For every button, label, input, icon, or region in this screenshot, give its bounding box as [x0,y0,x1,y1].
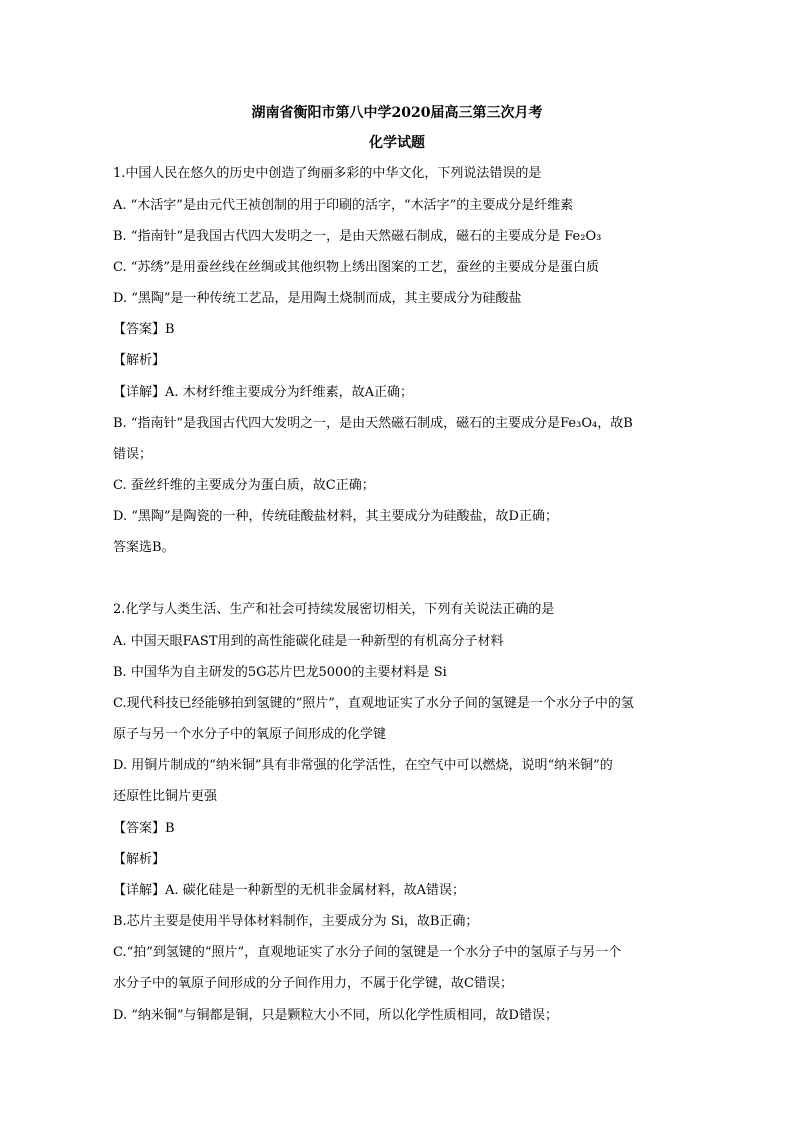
question-2-detail-c: C.“拍”到氢键的“照片”，直观地证实了水分子间的氢键是一个水分子中的氢原子与另一个 [113,945,622,960]
question-2-detail-b: B.芯片主要是使用半导体材料制作，主要成分为 Si，故B正确； [113,914,479,929]
question-1-option-d: D. “黑陶”是一种传统工艺品，是用陶土烧制而成，其主要成分为硅酸盐 [113,291,522,306]
question-2-option-d: D. 用铜片制成的“纳米铜”具有非常强的化学活性，在空气中可以燃烧，说明“纳米铜”的 [113,758,613,773]
question-1-analysis-heading: 【解析】 [113,353,166,368]
question-1-option-b: B. “指南针”是我国古代四大发明之一，是由天然磁石制成，磁石的主要成分是 Fe₂O₃ [113,229,602,244]
question-2-detail-c-cont: 水分子中的氧原子间形成的分子间作用力，不属于化学键，故C错误； [113,976,513,991]
question-2-option-d-cont: 还原性比铜片更强 [113,789,218,804]
question-1-answer: 【答案】B [113,322,175,337]
question-1-stem: 1.中国人民在悠久的历史中创造了绚丽多彩的中华文化，下列说法错误的是 [113,166,542,181]
question-1-detail-a: 【详解】A. 木材纤维主要成分为纤维素，故A正确； [113,385,414,400]
document-subtitle: 化学试题 [369,135,425,151]
question-1-option-a: A. “木活字”是由元代王祯创制的用于印刷的活字，“木活字”的主要成分是纤维素 [113,198,574,213]
question-2-option-b: B. 中国华为自主研发的5G芯片巴龙5000的主要材料是 Si [113,665,447,680]
question-1-option-c: C. “苏绣”是用蚕丝线在丝绸或其他织物上绣出图案的工艺，蚕丝的主要成分是蛋白质 [113,260,600,275]
question-1-conclusion: 答案选B。 [113,540,175,555]
question-2-option-a: A. 中国天眼FAST用到的高性能碳化硅是一种新型的有机高分子材料 [113,634,504,649]
question-1-detail-b: B. “指南针”是我国古代四大发明之一，是由天然磁石制成，磁石的主要成分是Fe₃O₄，故B [113,416,633,431]
question-2-detail-a: 【详解】A. 碳化硅是一种新型的无机非金属材料，故A错误； [113,883,466,898]
question-1-detail-d: D. “黑陶”是陶瓷的一种，传统硅酸盐材料，其主要成分为硅酸盐，故D正确； [113,509,558,524]
question-2-detail-d: D. “纳米铜”与铜都是铜，只是颗粒大小不同，所以化学性质相同，故D错误； [113,1008,558,1023]
question-1-detail-b-cont: 错误； [113,447,153,462]
question-2-analysis-heading: 【解析】 [113,852,166,867]
question-1-detail-c: C. 蚕丝纤维的主要成分为蛋白质，故C正确； [113,478,375,493]
document-title: 湖南省衡阳市第八中学2020届高三第三次月考 [251,105,543,121]
question-2-option-c: C.现代科技已经能够拍到氢键的“照片”，直观地证实了水分子间的氢键是一个水分子中的氢 [113,696,634,711]
question-2-answer: 【答案】B [113,821,175,836]
question-2-stem: 2.化学与人类生活、生产和社会可持续发展密切相关，下列有关说法正确的是 [113,602,555,617]
question-2-option-c-cont: 原子与另一个水分子中的氧原子间形成的化学键 [113,727,387,742]
